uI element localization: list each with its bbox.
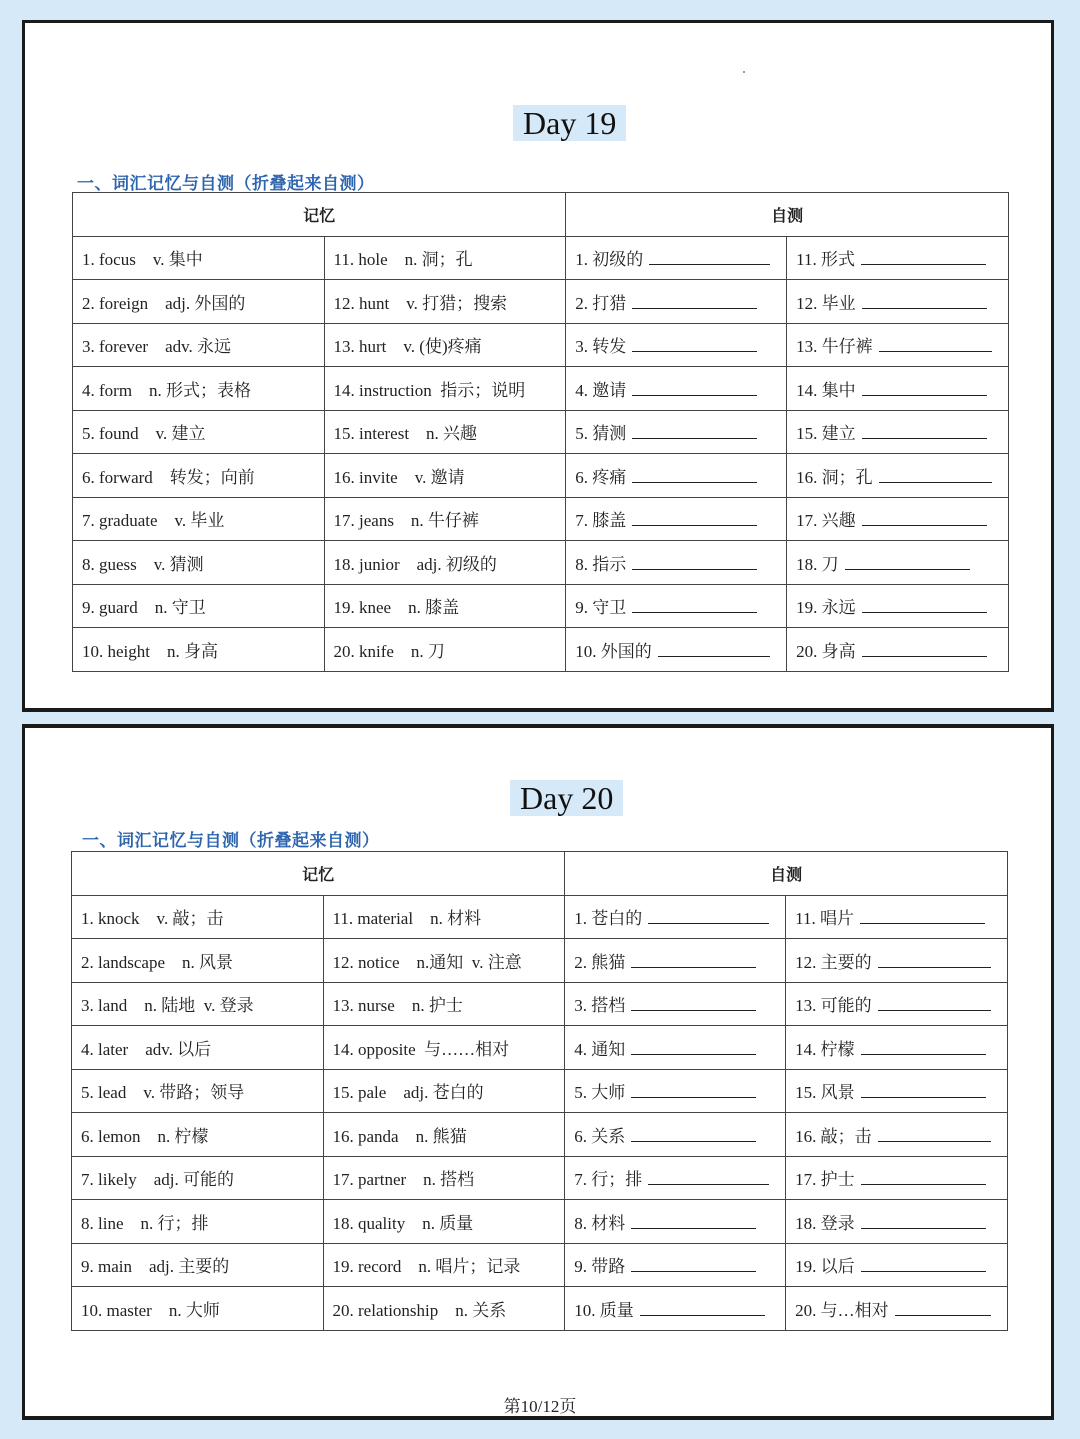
- vocab-entry: 12. notice n.通知 v. 注意: [332, 952, 522, 972]
- test-cell: [786, 895, 1008, 939]
- answer-blank[interactable]: [632, 555, 757, 570]
- vocab-entry: 1. focus v. 集中: [82, 250, 203, 270]
- test-cell: [786, 1287, 1008, 1331]
- test-cell: [565, 1200, 786, 1244]
- answer-blank[interactable]: [631, 1083, 756, 1098]
- test-prompt: 10. 质量: [574, 1300, 634, 1320]
- test-prompt: 16. 敲；击: [795, 1126, 872, 1146]
- test-prompt: 9. 带路: [574, 1257, 626, 1277]
- memory-cell: [73, 280, 325, 324]
- test-cell: [787, 323, 1009, 367]
- vocab-entry: 18. junior adj. 初级的: [333, 554, 497, 574]
- test-cell: [787, 541, 1009, 585]
- answer-blank[interactable]: [631, 996, 756, 1011]
- answer-blank[interactable]: [631, 1214, 756, 1229]
- test-prompt: 17. 兴趣: [796, 511, 856, 531]
- test-prompt: 3. 搭档: [574, 996, 626, 1016]
- answer-blank[interactable]: [632, 468, 757, 483]
- answer-blank[interactable]: [861, 250, 986, 265]
- test-cell: [786, 1069, 1008, 1113]
- answer-blank[interactable]: [648, 1170, 769, 1185]
- day-title: Day 20: [510, 780, 623, 816]
- answer-blank[interactable]: [878, 1127, 991, 1142]
- memory-cell: [323, 982, 565, 1026]
- vocab-entry: 17. jeans n. 牛仔裤: [333, 511, 479, 531]
- test-cell: [787, 584, 1009, 628]
- answer-blank[interactable]: [658, 642, 770, 657]
- test-header: 自测: [565, 852, 1008, 896]
- test-prompt: 5. 大师: [574, 1083, 626, 1103]
- vocab-table: [72, 192, 1009, 672]
- memory-cell: [324, 280, 566, 324]
- memory-cell: [73, 323, 325, 367]
- answer-blank[interactable]: [879, 337, 992, 352]
- test-prompt: 4. 通知: [574, 1039, 626, 1059]
- test-cell: [565, 1287, 786, 1331]
- vocab-entry: 15. interest n. 兴趣: [333, 424, 478, 444]
- table-row: [72, 982, 1008, 1026]
- test-cell: [787, 454, 1009, 498]
- test-prompt: 8. 指示: [575, 554, 627, 574]
- test-cell: [566, 497, 787, 541]
- table-row: [72, 1026, 1008, 1070]
- table-row: [73, 454, 1009, 498]
- test-prompt: 6. 关系: [574, 1126, 626, 1146]
- test-cell: [565, 1113, 786, 1157]
- answer-blank[interactable]: [862, 424, 987, 439]
- test-prompt: 12. 主要的: [795, 952, 872, 972]
- vocab-entry: 10. height n. 身高: [82, 641, 218, 661]
- test-prompt: 13. 可能的: [795, 996, 872, 1016]
- memory-cell: [323, 1113, 565, 1157]
- answer-blank[interactable]: [862, 294, 987, 309]
- test-cell: [786, 939, 1008, 983]
- vocab-entry: 5. found v. 建立: [82, 424, 206, 444]
- vocab-entry: 14. opposite 与……相对: [332, 1039, 510, 1059]
- answer-blank[interactable]: [860, 909, 985, 924]
- test-prompt: 19. 永远: [796, 598, 856, 618]
- answer-blank[interactable]: [648, 909, 769, 924]
- test-cell: [787, 236, 1009, 280]
- test-prompt: 6. 疼痛: [575, 467, 627, 487]
- answer-blank[interactable]: [649, 250, 770, 265]
- test-prompt: 1. 苍白的: [574, 909, 643, 929]
- vocab-entry: 11. hole n. 洞；孔: [333, 250, 473, 270]
- memory-cell: [324, 236, 566, 280]
- memory-cell: [324, 410, 566, 454]
- vocab-entry: 16. invite v. 邀请: [333, 467, 465, 487]
- vocab-entry: 13. hurt v. (使)疼痛: [333, 337, 482, 357]
- test-cell: [786, 1200, 1008, 1244]
- test-prompt: 17. 护士: [795, 1170, 855, 1190]
- table-row: [73, 584, 1009, 628]
- worksheet-day19: [22, 20, 1054, 712]
- answer-blank[interactable]: [632, 337, 757, 352]
- test-prompt: 20. 与…相对: [795, 1300, 889, 1320]
- memory-cell: [323, 1243, 565, 1287]
- answer-blank[interactable]: [631, 953, 756, 968]
- test-prompt: 11. 唱片: [795, 909, 854, 929]
- test-prompt: 18. 登录: [795, 1213, 855, 1233]
- vocab-entry: 4. later adv. 以后: [81, 1039, 212, 1059]
- test-prompt: 7. 膝盖: [575, 511, 627, 531]
- table-row: [72, 1069, 1008, 1113]
- answer-blank[interactable]: [861, 1040, 986, 1055]
- memory-cell: [72, 982, 324, 1026]
- vocab-entry: 6. forward 转发；向前: [82, 467, 255, 487]
- test-cell: [566, 236, 787, 280]
- table-row: [72, 1287, 1008, 1331]
- test-cell: [565, 895, 786, 939]
- test-cell: [787, 410, 1009, 454]
- answer-blank[interactable]: [632, 294, 757, 309]
- vocab-entry: 18. quality n. 质量: [332, 1213, 474, 1233]
- test-cell: [566, 628, 787, 672]
- answer-blank[interactable]: [861, 1214, 986, 1229]
- memory-cell: [324, 541, 566, 585]
- speck: [743, 71, 745, 73]
- vocab-entry: 14. instruction 指示；说明: [333, 380, 526, 400]
- test-cell: [787, 280, 1009, 324]
- table-row: [73, 497, 1009, 541]
- test-prompt: 10. 外国的: [575, 641, 652, 661]
- test-cell: [565, 1026, 786, 1070]
- vocab-entry: 15. pale adj. 苍白的: [332, 1083, 484, 1103]
- test-prompt: 7. 行；排: [574, 1170, 643, 1190]
- section-title: 一、词汇记忆与自测（折叠起来自测）: [77, 174, 375, 194]
- memory-cell: [73, 367, 325, 411]
- test-prompt: 16. 洞；孔: [796, 467, 873, 487]
- vocab-entry: 2. landscape n. 风景: [81, 952, 234, 972]
- memory-cell: [323, 1200, 565, 1244]
- table-row: [72, 1156, 1008, 1200]
- memory-cell: [324, 628, 566, 672]
- answer-blank[interactable]: [879, 468, 992, 483]
- memory-cell: [72, 1026, 324, 1070]
- answer-blank[interactable]: [861, 1257, 986, 1272]
- test-prompt: 9. 守卫: [575, 598, 627, 618]
- table-row: [73, 628, 1009, 672]
- test-cell: [786, 1026, 1008, 1070]
- vocab-entry: 11. material n. 材料: [332, 909, 482, 929]
- test-cell: [566, 541, 787, 585]
- memory-cell: [72, 939, 324, 983]
- test-cell: [787, 628, 1009, 672]
- vocab-entry: 17. partner n. 搭档: [332, 1170, 475, 1190]
- test-prompt: 1. 初级的: [575, 250, 644, 270]
- memory-header: 记忆: [72, 852, 565, 896]
- vocab-entry: 8. guess v. 猜测: [82, 554, 204, 574]
- vocab-entry: 1. knock v. 敲；击: [81, 909, 224, 929]
- answer-blank[interactable]: [878, 996, 991, 1011]
- test-prompt: 18. 刀: [796, 554, 839, 574]
- test-prompt: 11. 形式: [796, 250, 855, 270]
- answer-blank[interactable]: [632, 598, 757, 613]
- table-row: [72, 895, 1008, 939]
- vocab-entry: 16. panda n. 熊猫: [332, 1126, 467, 1146]
- test-prompt: 20. 身高: [796, 641, 856, 661]
- test-prompt: 2. 熊猫: [574, 952, 626, 972]
- memory-cell: [72, 895, 324, 939]
- test-cell: [565, 1069, 786, 1113]
- test-prompt: 15. 建立: [796, 424, 856, 444]
- test-prompt: 13. 牛仔裤: [796, 337, 873, 357]
- worksheet-day20: [22, 724, 1054, 1420]
- answer-blank[interactable]: [631, 1127, 756, 1142]
- memory-cell: [72, 1113, 324, 1157]
- section-title: 一、词汇记忆与自测（折叠起来自测）: [82, 831, 380, 851]
- memory-cell: [73, 584, 325, 628]
- test-prompt: 4. 邀请: [575, 380, 627, 400]
- vocab-entry: 9. guard n. 守卫: [82, 598, 206, 618]
- vocab-entry: 19. record n. 唱片；记录: [332, 1257, 521, 1277]
- memory-cell: [324, 367, 566, 411]
- test-prompt: 14. 集中: [796, 380, 856, 400]
- test-prompt: 15. 风景: [795, 1083, 855, 1103]
- table-row: [72, 1243, 1008, 1287]
- memory-cell: [72, 1156, 324, 1200]
- answer-blank[interactable]: [632, 381, 757, 396]
- test-cell: [786, 1243, 1008, 1287]
- test-prompt: 5. 猜测: [575, 424, 627, 444]
- vocab-entry: 12. hunt v. 打猎；搜索: [333, 293, 508, 313]
- memory-cell: [73, 410, 325, 454]
- vocab-entry: 7. likely adj. 可能的: [81, 1170, 234, 1190]
- memory-cell: [72, 1243, 324, 1287]
- memory-cell: [73, 541, 325, 585]
- table-row: [73, 410, 1009, 454]
- test-cell: [786, 1113, 1008, 1157]
- vocab-entry: 3. land n. 陆地 v. 登录: [81, 996, 254, 1016]
- answer-blank[interactable]: [862, 598, 987, 613]
- answer-blank[interactable]: [845, 555, 970, 570]
- memory-cell: [323, 939, 565, 983]
- test-cell: [565, 939, 786, 983]
- test-cell: [566, 367, 787, 411]
- vocab-entry: 10. master n. 大师: [81, 1300, 220, 1320]
- test-cell: [566, 280, 787, 324]
- memory-cell: [323, 895, 565, 939]
- test-header: 自测: [566, 193, 1009, 237]
- memory-cell: [324, 584, 566, 628]
- test-cell: [565, 982, 786, 1026]
- vocab-entry: 19. knee n. 膝盖: [333, 598, 460, 618]
- test-prompt: 14. 柠檬: [795, 1039, 855, 1059]
- memory-cell: [323, 1069, 565, 1113]
- day-title: Day 19: [513, 105, 626, 141]
- test-cell: [566, 410, 787, 454]
- memory-cell: [324, 454, 566, 498]
- memory-cell: [73, 236, 325, 280]
- table-row: [73, 367, 1009, 411]
- vocab-entry: 8. line n. 行；排: [81, 1213, 209, 1233]
- memory-header: 记忆: [73, 193, 566, 237]
- test-cell: [566, 584, 787, 628]
- vocab-entry: 4. form n. 形式；表格: [82, 380, 252, 400]
- page-number: 第10/12页: [503, 1397, 577, 1416]
- vocab-entry: 3. forever adv. 永远: [82, 337, 232, 357]
- answer-blank[interactable]: [862, 642, 987, 657]
- test-cell: [566, 323, 787, 367]
- vocab-entry: 13. nurse n. 护士: [332, 996, 463, 1016]
- memory-cell: [72, 1200, 324, 1244]
- test-cell: [787, 497, 1009, 541]
- answer-blank[interactable]: [861, 1170, 986, 1185]
- answer-blank[interactable]: [631, 1040, 756, 1055]
- memory-cell: [72, 1069, 324, 1113]
- table-row: [72, 939, 1008, 983]
- table-row: [73, 323, 1009, 367]
- answer-blank[interactable]: [631, 1257, 756, 1272]
- memory-cell: [72, 1287, 324, 1331]
- vocab-entry: 9. main adj. 主要的: [81, 1257, 230, 1277]
- table-row: [73, 236, 1009, 280]
- test-cell: [786, 1156, 1008, 1200]
- test-cell: [566, 454, 787, 498]
- memory-cell: [73, 497, 325, 541]
- test-cell: [786, 982, 1008, 1026]
- vocab-table: [71, 851, 1008, 1331]
- table-row: [72, 1200, 1008, 1244]
- answer-blank[interactable]: [640, 1301, 765, 1316]
- answer-blank[interactable]: [862, 381, 987, 396]
- test-cell: [787, 367, 1009, 411]
- answer-blank[interactable]: [878, 953, 991, 968]
- vocab-entry: 2. foreign adj. 外国的: [82, 293, 246, 313]
- test-prompt: 19. 以后: [795, 1257, 855, 1277]
- answer-blank[interactable]: [861, 1083, 986, 1098]
- test-prompt: 12. 毕业: [796, 293, 856, 313]
- answer-blank[interactable]: [632, 424, 757, 439]
- test-prompt: 3. 转发: [575, 337, 627, 357]
- test-prompt: 2. 打猎: [575, 293, 627, 313]
- table-row: [73, 280, 1009, 324]
- test-cell: [565, 1243, 786, 1287]
- test-prompt: 8. 材料: [574, 1213, 626, 1233]
- memory-cell: [324, 497, 566, 541]
- vocab-entry: 20. relationship n. 关系: [332, 1300, 507, 1320]
- memory-cell: [73, 454, 325, 498]
- test-cell: [565, 1156, 786, 1200]
- vocab-entry: 5. lead v. 带路；领导: [81, 1083, 245, 1103]
- answer-blank[interactable]: [862, 511, 987, 526]
- memory-cell: [323, 1156, 565, 1200]
- vocab-entry: 7. graduate v. 毕业: [82, 511, 225, 531]
- memory-cell: [323, 1287, 565, 1331]
- table-row: [72, 1113, 1008, 1157]
- memory-cell: [324, 323, 566, 367]
- memory-cell: [323, 1026, 565, 1070]
- table-row: [73, 541, 1009, 585]
- memory-cell: [73, 628, 325, 672]
- answer-blank[interactable]: [632, 511, 757, 526]
- vocab-entry: 6. lemon n. 柠檬: [81, 1126, 209, 1146]
- answer-blank[interactable]: [895, 1301, 991, 1316]
- vocab-entry: 20. knife n. 刀: [333, 641, 445, 661]
